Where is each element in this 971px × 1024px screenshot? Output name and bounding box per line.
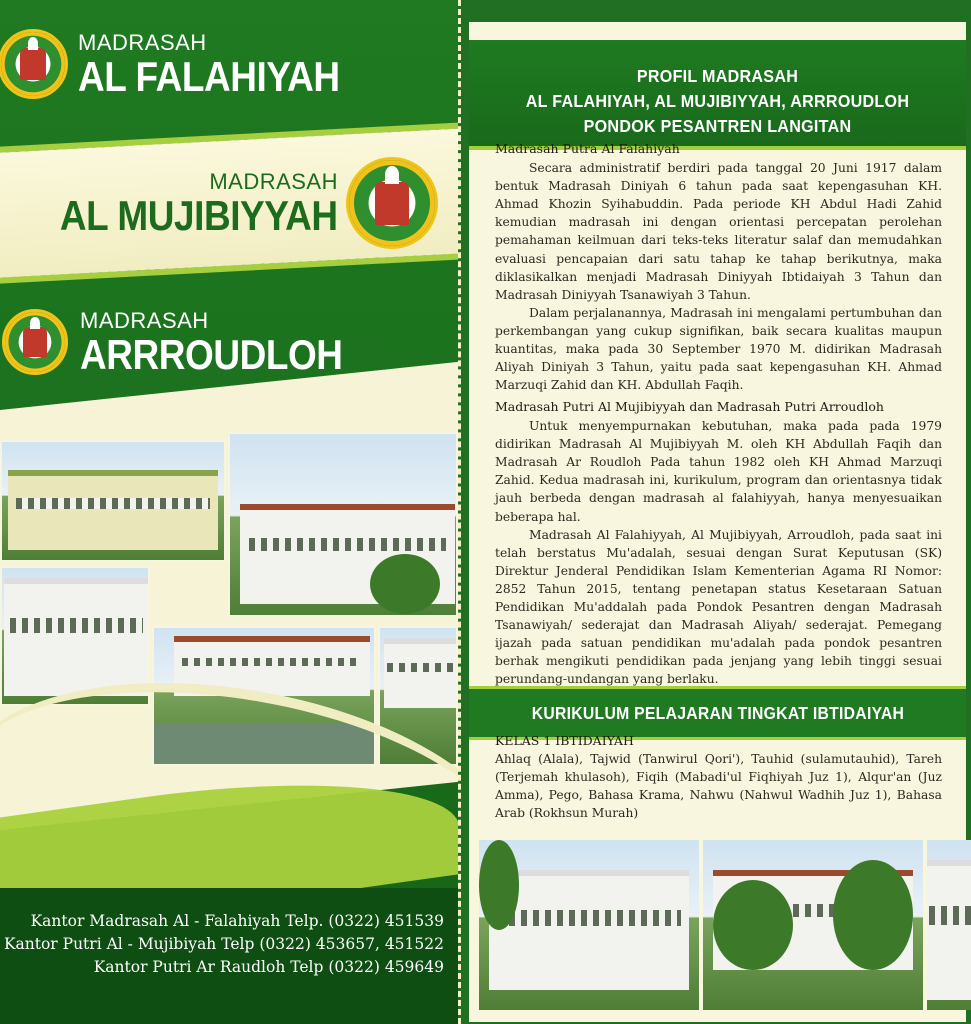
banner-subtitle: MADRASAH [78, 30, 207, 55]
section-title: Madrasah Putra Al Falahiyah [495, 141, 680, 156]
contact-line: Kantor Madrasah Al - Falahiyah Telp. (0322) 451539 [30, 912, 444, 930]
header-line: PROFIL MADRASAH [636, 66, 799, 86]
contact-line: Kantor Putri Ar Raudloh Telp (0322) 459649 [93, 958, 444, 976]
madrasah-seal-icon [346, 157, 438, 249]
section-mujibiyyah [495, 398, 942, 689]
banner-subtitle: MADRASAH [80, 308, 209, 333]
banner-subtitle: MADRASAH [209, 169, 338, 194]
building-photo [0, 440, 226, 562]
contact-footer [0, 888, 458, 1024]
banner-title: AL FALAHIYAH [78, 53, 340, 100]
section-falahiyah [495, 140, 942, 394]
contact-line: Kantor Putri Al - Mujibiyah Telp (0322) 453657, 451522 [3, 935, 444, 953]
right-panel [458, 0, 971, 1024]
left-panel [0, 0, 458, 1024]
section-paragraph: Untuk menyempurnakan kebutuhan, maka pada pada 1979 didirikan Madrasah Al Mujibiyyah M. oleh KH Abdullah Faqih dan Madrasah Ar Roudloh Pada tahun 1982 oleh KH Ahmad Marzuqi Zahid. Kedua madrasah ini, kurikulum, program dan orientasnya tidak jauh berbeda dengan madrasah al falahiyyah, hanya menyesuaikan beberapa hal. [495, 419, 942, 524]
section-paragraph: Dalam perjalanannya, Madrasah ini mengalami pertumbuhan dan perkembangan yang cukup signifikan, baik secara kualitas maupun kuantitas, maka pada 30 September 1970 M. didirikan Madrasah Aliyah Diniyah 3 Tahun, yaitu pada saat kepengasuhan KH. Ahmad Marzuqi Zahid dan KH. Abdullah Faqih. [495, 305, 942, 393]
banner-title: ARRROUDLOH [80, 331, 343, 378]
section-paragraph: Secara administratif berdiri pada tanggal 20 Juni 1917 dalam bentuk Madrasah Diniyah 6 tahun pada saat kepengasuhan KH. Ahmad Khozin Syihabuddin. Pada periode KH Abdul Hadi Zahid kemudian madrasah ini dengan orientasi percepatan perolehan pemahaman keilmuan dari teks-teks literatur salaf dan memudahkan evaluasi pencapaian dari satu tahap ke tahap berikutnya, maka diklasikalkan menjadi Madrasah Diniyyah Ibtidaiyah 3 Tahun dan Madrasah Diniyyah Tsanawiyah 3 Tahun. [495, 161, 942, 302]
kelas-title: KELAS 1 IBTIDAIYAH [495, 733, 634, 748]
banner-al-mujibiyyah [0, 148, 458, 258]
building-photo [477, 840, 699, 1010]
header-line: AL FALAHIYAH, AL MUJIBIYYAH, ARRROUDLOH [525, 91, 910, 111]
madrasah-seal-icon [2, 309, 68, 375]
header-line: PONDOK PESANTREN LANGITAN [583, 116, 852, 136]
building-photo [228, 432, 458, 617]
banner-al-falahiyah [0, 14, 458, 114]
building-photo [925, 840, 971, 1010]
bottom-photos [461, 840, 971, 1010]
banner-title: AL MUJIBIYYAH [60, 192, 338, 239]
kelas-section [495, 732, 942, 822]
section-title: Madrasah Putri Al Mujibiyyah dan Madrasah Putri Arroudloh [495, 399, 884, 414]
profile-header [469, 40, 966, 150]
building-photo [701, 840, 923, 1010]
kurikulum-title: KURIKULUM PELAJARAN TINGKAT IBTIDAIYAH [531, 702, 904, 723]
madrasah-seal-icon [0, 29, 68, 99]
kelas-body: Ahlaq (Alala), Tajwid (Tanwirul Qori'), Tauhid (sulamutauhid), Tareh (Terjemah khulasoh), Fiqih (Mabadi'ul Fiqhiyah Juz 1), Alqur'an (Juz Amma), Pego, Bahasa Krama, Nahwu (Nahwul Wadhih Juz 1), Bahasa Arab (Rokhsun Murah) [495, 752, 942, 821]
section-paragraph: Madrasah Al Falahiyyah, Al Mujibiyyah, Arroudloh, pada saat ini telah berstatus Mu'adalah, sesuai dengan Surat Keputusan (SK) Direktur Jenderal Pendidikan Islam Kementerian Agama RI Nomor: 2852 Tahun 2015, tentang penetapan status Kesetaraan Satuan Pendidikan Mu'addalah pada Pondok Pesantren dengan Madrasah Tsanawiyah/ sederajat dan Madrasah Aliyah/ sederajat. Pemegang ijazah pada satuan pendidikan mu'adalah pada pondok pesantren berhak mengikuti pendidikan pada jenjang yang lebih tinggi sesuai perundang-undangan yang berlaku. [495, 527, 942, 687]
